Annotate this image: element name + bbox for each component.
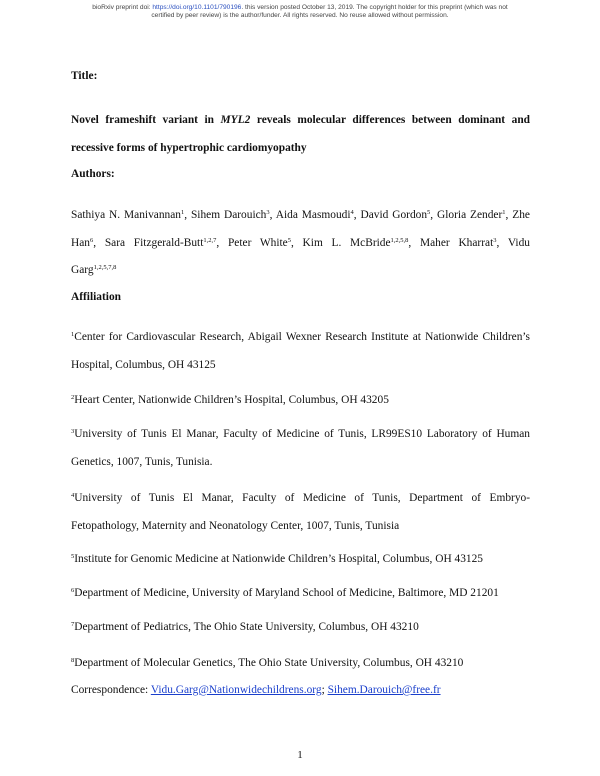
- affiliation-number: 1: [71, 331, 75, 338]
- author: Vidu: [507, 236, 530, 249]
- header-line-1: bioRxiv preprint doi: https://doi.org/10.1101/790196. this version posted October 13, 2019. The copyright holder for this preprint (which was not: [92, 4, 508, 11]
- paper-title: Novel frameshift variant in MYL2 reveals molecular differences between dominant and recessive forms of hypertrophic cardiomyopathy: [71, 114, 530, 154]
- affiliation-number: 5: [71, 553, 75, 560]
- affiliation-marker: 4: [350, 209, 354, 216]
- correspondence: Correspondence: Vidu.Garg@Nationwidechildrens.org; Sihem.Darouich@free.fr: [71, 684, 441, 696]
- affiliation-marker: 5: [427, 209, 431, 216]
- affiliation-marker: 1: [502, 209, 506, 216]
- affiliation-marker: 3: [266, 209, 270, 216]
- affiliation-item: $^6$Department of Medicine, University of Maryland School of Medicine, Baltimore, MD 21201: [71, 587, 499, 599]
- author: Kim L. McBride$^{1,2,5,8}$: [302, 236, 409, 249]
- affiliation-marker: 1: [180, 209, 185, 216]
- affiliation-number: 3: [71, 428, 75, 435]
- author-list: Sathiya N. Manivannan$^1$, Sihem Darouich$^3$, Aida Masmoudi$^4$, David Gordon$^5$, Gloria Zender$^1$, Zhe Han$^6$, Sara Fitzgerald-Butt$^{1,2,7}$, Peter White$^5$, Kim L. McBride$^{1,2,5,8}$, Maher Kharrat$^3$, Vidu Garg$^{1,2,5,7,8}$: [71, 209, 530, 276]
- affiliation-marker: 1,2,7: [203, 236, 217, 244]
- author: Zhe: [512, 209, 530, 221]
- affiliation-heading: Affiliation: [71, 291, 121, 303]
- author: David Gordon$^5$: [360, 209, 431, 221]
- preprint-header: [40, 4, 560, 21]
- affiliation-item: $^8$Department of Molecular Genetics, The Ohio State University, Columbus, OH 43210: [71, 657, 464, 669]
- affiliation-marker: 1,2,5,8: [390, 236, 409, 244]
- affiliation-item: $^5$Institute for Genomic Medicine at Nationwide Children’s Hospital, Columbus, OH 43125: [71, 553, 483, 565]
- author: Maher Kharrat$^3$: [420, 236, 497, 249]
- email-link-darouich[interactable]: Sihem.Darouich@free.fr: [327, 684, 441, 696]
- author: Sara Fitzgerald-Butt$^{1,2,7}$: [104, 236, 217, 249]
- author: Gloria Zender$^1$: [437, 209, 506, 221]
- doi-link[interactable]: https://doi.org/10.1101/790196: [152, 4, 242, 11]
- affiliation-item: $^4$University of Tunis El Manar, Faculty of Medicine of Tunis, Department of Embryo- Fetopathology, Maternity and Neonatology Center, 1007, Tunis, Tunisia: [71, 492, 530, 532]
- affiliation-number: 7: [71, 621, 75, 628]
- email-link-garg[interactable]: Vidu.Garg@Nationwidechildrens.org: [150, 684, 322, 696]
- header-line-2: certified by peer review) is the author/funder. All rights reserved. No reuse allowed without permission.: [151, 12, 449, 20]
- affiliation-item: $^3$University of Tunis El Manar, Faculty of Medicine of Tunis, LR99ES10 Laboratory of Human Genetics, 1007, Tunis, Tunisia.: [71, 428, 530, 468]
- gene-name: MYL2: [220, 114, 251, 126]
- affiliation-number: 2: [71, 394, 75, 401]
- affiliation-item: $^1$Center for Cardiovascular Research, Abigail Wexner Research Institute at Nationwide Children’s Hospital, Columbus, OH 43125: [71, 331, 530, 371]
- affiliation-number: 6: [71, 587, 75, 594]
- author: Aida Masmoudi$^4$: [275, 209, 354, 221]
- affiliation-marker: 1,2,5,7,8: [93, 264, 117, 271]
- author: Sathiya N. Manivannan$^1$: [71, 209, 185, 221]
- authors-heading: Authors:: [71, 168, 115, 180]
- affiliation-marker: 5: [287, 236, 291, 244]
- page-number: 1: [297, 749, 303, 761]
- author: Peter White$^5$: [227, 236, 291, 249]
- title-heading: Title:: [71, 70, 98, 82]
- affiliation-marker: 3: [493, 236, 497, 244]
- author: Sihem Darouich$^3$: [190, 209, 270, 221]
- affiliation-item: $^2$Heart Center, Nationwide Children’s Hospital, Columbus, OH 43205: [71, 394, 389, 406]
- affiliation-marker: 6: [89, 236, 94, 244]
- affiliation-item: $^7$Department of Pediatrics, The Ohio State University, Columbus, OH 43210: [71, 621, 419, 633]
- affiliation-number: 4: [71, 492, 75, 499]
- affiliation-number: 8: [71, 657, 75, 664]
